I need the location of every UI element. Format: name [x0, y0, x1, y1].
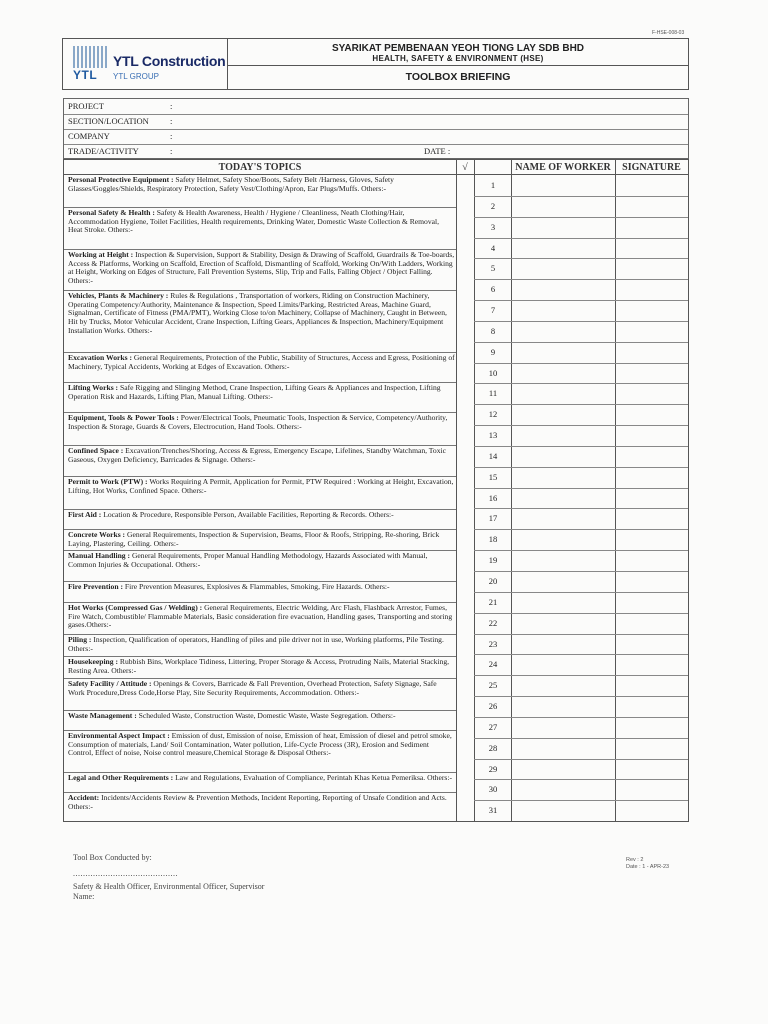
worker-signature-cell[interactable]	[616, 738, 688, 759]
company-name: SYARIKAT PEMBENAAN YEOH TIONG LAY SDB BHD	[331, 43, 585, 54]
worker-signature-cell[interactable]	[616, 258, 688, 279]
worker-name-cell[interactable]	[512, 300, 615, 321]
topic-checkbox[interactable]	[457, 208, 474, 249]
worker-name-cell[interactable]	[512, 508, 615, 529]
trade-field[interactable]: TRADE/ACTIVITY : DATE :	[64, 144, 688, 159]
worker-row-number: 2	[490, 200, 496, 211]
topic-text: Location & Procedure, Responsible Person, Available Facilities, Reporting & Records. Others:-	[101, 511, 394, 519]
worker-name-cell[interactable]	[512, 404, 615, 425]
worker-name-cell[interactable]	[512, 258, 615, 279]
topic-item	[68, 414, 455, 445]
topic-title: Excavation Works :	[68, 354, 132, 362]
topic-item	[68, 680, 455, 710]
topic-title: Environmental Aspect Impact :	[68, 732, 170, 740]
project-label: PROJECT	[68, 101, 104, 111]
topic-title: Housekeeping :	[68, 658, 118, 666]
topic-item	[68, 447, 455, 476]
worker-row-number: 18	[488, 534, 498, 545]
topic-item	[68, 251, 455, 290]
worker-row-number: 12	[488, 409, 498, 420]
worker-signature-cell[interactable]	[616, 592, 688, 613]
worker-row-number: 10	[488, 367, 498, 378]
topics-header: TODAY'S TOPICS	[218, 162, 302, 173]
topic-text: Inspection, Qualification of operators, Handling of piles and pile driver not in use, Working platforms, Pile Testing. Others:-	[68, 636, 444, 653]
worker-row-number: 17	[488, 513, 498, 524]
worker-signature-cell[interactable]	[616, 759, 688, 780]
topic-checkbox[interactable]	[457, 175, 474, 207]
worker-row-number: 29	[488, 763, 498, 774]
topic-checkbox[interactable]	[457, 510, 474, 529]
worker-signature-cell[interactable]	[616, 321, 688, 342]
document-reference: F-HSE-008-03	[652, 30, 685, 36]
topic-text: Safety & Health Awareness, Health / Hygiene / Cleanliness, Neath Clothing/Hair, Accommodation Hygiene, Toilet Facilities, Health requirements, Drinking Water, Domestic Waste Collection & Removal, Heat Stroke. Others:-	[68, 209, 440, 235]
worker-name-cell[interactable]	[512, 425, 615, 446]
topic-item	[68, 176, 455, 207]
date-label: DATE :	[424, 146, 451, 156]
topic-text: General Requirements, Inspection & Supervision, Beams, Floor & Roofs, Stripping, Re-shoring, Brick Laying, Plastering, Ceiling. Others:-	[68, 531, 440, 548]
topic-item	[68, 478, 455, 509]
worker-signature-cell[interactable]	[616, 404, 688, 425]
worker-name-cell[interactable]	[512, 342, 615, 363]
brand-group: YTL GROUP	[113, 72, 159, 81]
topic-text: Openings & Covers, Barricade & Fall Prevention, Overhead Protection, Safety Signage, Safe Work Procedure,Dress Code,Horse Play, Site Security Requirements, Accommodation. Others:-	[68, 680, 437, 697]
worker-row-number: 26	[488, 701, 498, 711]
worker-row-number: 16	[488, 492, 498, 503]
worker-row-number: 9	[490, 346, 496, 357]
worker-signature-cell[interactable]	[616, 800, 688, 821]
worker-row-number: 28	[488, 742, 498, 753]
worker-signature-cell[interactable]	[616, 217, 688, 238]
logo-mark-text: YTL	[73, 68, 98, 82]
worker-signature-cell[interactable]	[616, 467, 688, 488]
topic-title: Piling :	[68, 636, 92, 644]
worker-signature-cell[interactable]	[616, 383, 688, 404]
topic-item	[68, 354, 455, 382]
worker-row-number: 14	[488, 450, 498, 461]
worker-name-cell[interactable]	[512, 634, 615, 655]
company-label: COMPANY	[68, 131, 110, 141]
worker-row-number: 22	[488, 617, 498, 628]
topic-text: Law and Regulations, Evaluation of Compliance, Perintah Khas Ketua Pemeriksa. Others:-	[173, 774, 452, 782]
topic-checkbox[interactable]	[457, 793, 474, 821]
topic-title: Legal and Other Requirements :	[68, 774, 174, 782]
company-field[interactable]: COMPANY :	[64, 129, 688, 145]
worker-signature-cell[interactable]	[616, 363, 688, 384]
topic-item	[68, 583, 455, 602]
topic-title: Vehicles, Plants & Machinery :	[68, 292, 169, 300]
revision-date: Date : 1 - APR-23	[626, 864, 670, 870]
worker-name-cell[interactable]	[512, 488, 615, 509]
check-header: √	[462, 162, 468, 173]
topic-text: General Requirements, Protection of the Public, Stability of Structures, Access and Egress, Positioning of Machinery, Typical Accidents, Working at Edges of Excavation. Others:-	[68, 354, 455, 371]
worker-row-number: 15	[488, 471, 498, 482]
department-name: HEALTH, SAFETY & ENVIRONMENT (HSE)	[372, 54, 544, 63]
topic-checkbox[interactable]	[457, 711, 474, 730]
worker-row-number: 21	[488, 596, 498, 607]
worker-signature-cell[interactable]	[616, 425, 688, 446]
worker-name-cell[interactable]	[512, 196, 615, 217]
revision-info	[626, 857, 669, 871]
worker-name-cell[interactable]	[512, 717, 615, 738]
logo-cell	[63, 39, 228, 89]
topic-text: General Requirements, Electric Welding, Arc Flash, Flashback Arrestor, Fumes, Fire Watch, Combustible/ Flammable Materials, Basic consideration fire evacuation, Handling gases, Transporting and storing gases.Others:-	[68, 604, 453, 630]
topic-item	[68, 658, 455, 678]
worker-name-cell[interactable]	[512, 238, 615, 259]
worker-name-cell[interactable]	[512, 654, 615, 675]
topic-title: Working at Height :	[68, 251, 134, 259]
worker-row-number: 1	[490, 180, 496, 190]
topic-checkbox[interactable]	[457, 291, 474, 352]
worker-signature-cell[interactable]	[616, 175, 688, 196]
worker-name-cell[interactable]	[512, 592, 615, 613]
topic-text: Works Requiring A Permit, Application for Permit, PTW Required : Working at Height, Excavation, Lifting, Hot Works, Confined Space. Others:-	[68, 478, 454, 495]
topic-text: Power/Electrical Tools, Pneumatic Tools, Inspection & Service, Competency/Authority, Inspection & Storage, Guards & Covers, Electrocution, Hand Tools. Others:-	[68, 414, 448, 431]
worker-row-number: 19	[488, 555, 498, 566]
section-label: SECTION/LOCATION	[68, 116, 149, 126]
topic-checkbox[interactable]	[457, 773, 474, 792]
topic-checkbox[interactable]	[457, 383, 474, 412]
worker-name-cell[interactable]	[512, 571, 615, 592]
topic-title: Accident:	[68, 794, 100, 802]
worker-name-cell[interactable]	[512, 467, 615, 488]
topic-text: Excavation/Trenches/Shoring, Access & Egress, Emergency Escape, Lifelines, Standby Watchman, Toxic Gaseous, Oxygen Deficiency, Barricades & Signage. Others:-	[68, 447, 446, 464]
worker-row-number: 6	[490, 284, 496, 295]
topic-item	[68, 384, 455, 412]
topic-item	[68, 774, 455, 792]
worker-row-number: 3	[490, 221, 496, 232]
worker-name-cell[interactable]	[512, 738, 615, 759]
topic-title: Hot Works (Compressed Gas / Welding) :	[68, 604, 203, 612]
topic-title: Safety Facility / Attitude :	[68, 680, 152, 688]
topic-title: Personal Protective Equipment :	[68, 176, 174, 184]
worker-signature-cell[interactable]	[616, 529, 688, 550]
topic-title: Personal Safety & Health :	[68, 209, 155, 217]
worker-name-cell[interactable]	[512, 321, 615, 342]
topic-checkbox[interactable]	[457, 603, 474, 634]
worker-signature-cell[interactable]	[616, 675, 688, 696]
worker-signature-cell[interactable]	[616, 238, 688, 259]
worker-signature-cell[interactable]	[616, 508, 688, 529]
worker-row-number: 31	[488, 805, 498, 816]
worker-row-number: 11	[488, 388, 498, 399]
topic-text: Safe Rigging and Slinging Method, Crane Inspection, Lifting Gears & Appliances and Inspection, Lifting Operation Risk and Hazards, Lifting Plan, Manual Lifting. Others:-	[68, 384, 441, 401]
worker-signature-cell[interactable]	[616, 571, 688, 592]
worker-name-cell[interactable]	[512, 550, 615, 571]
worker-name-cell[interactable]	[512, 446, 615, 467]
topic-title: Permit to Work (PTW) :	[68, 478, 148, 486]
topic-text: Fire Prevention Measures, Explosives & Flammables, Smoking, Fire Hazards. Others:-	[122, 583, 390, 591]
worker-name-cell[interactable]	[512, 696, 615, 717]
topic-title: Fire Prevention :	[68, 583, 123, 591]
trade-label: TRADE/ACTIVITY	[68, 146, 139, 156]
topic-title: Confined Space :	[68, 447, 124, 455]
worker-row-number: 24	[488, 659, 498, 670]
worker-name-cell[interactable]	[512, 529, 615, 550]
topic-item	[68, 531, 455, 550]
revision-number: Rev : 2	[626, 857, 644, 863]
worker-signature-cell[interactable]	[616, 279, 688, 300]
topic-checkbox[interactable]	[457, 413, 474, 445]
worker-signature-cell[interactable]	[616, 488, 688, 509]
topic-checkbox[interactable]	[457, 635, 474, 656]
topic-title: Concrete Works :	[68, 531, 126, 539]
worker-signature-cell[interactable]	[616, 342, 688, 363]
topic-checkbox[interactable]	[457, 582, 474, 602]
ytl-logo-icon	[73, 46, 109, 80]
signature-dots: ..........................................	[73, 869, 178, 878]
topic-text: Safety Helmet, Safety Shoe/Boots, Safety Belt /Harness, Gloves, Safety Glasses/Goggles/Shields, Respiratory Protection, Safety Vest/Clothing/Apron, Ear Plugs/Muffs. Others:-	[68, 176, 394, 193]
topic-item	[68, 712, 455, 730]
worker-name-cell[interactable]	[512, 675, 615, 696]
worker-signature-cell[interactable]	[616, 550, 688, 571]
worker-row-number: 23	[488, 638, 498, 649]
topic-item	[68, 732, 455, 772]
topic-title: Lifting Works :	[68, 384, 119, 392]
topic-text: General Requirements, Proper Manual Handling Methodology, Hazards Associated with Manual, Common Injuries & Occupational. Others:-	[68, 552, 428, 569]
topic-text: Incidents/Accidents Review & Prevention Methods, Incident Reporting, Reporting of Unsafe Condition and Acts. Others:-	[68, 794, 447, 811]
topic-checkbox[interactable]	[457, 477, 474, 509]
worker-signature-cell[interactable]	[616, 654, 688, 675]
worker-name-cell[interactable]	[512, 217, 615, 238]
topic-item	[68, 552, 455, 581]
info-section	[63, 98, 689, 159]
topic-checkbox[interactable]	[457, 530, 474, 550]
topic-item	[68, 292, 455, 352]
topic-item	[68, 604, 455, 634]
topic-title: Manual Handling :	[68, 552, 131, 560]
topic-text: Inspection & Supervision, Support & Stability, Design & Drawing of Scaffold, Guardrails & Toe-boards, Access & Platforms, Working on Scaffold, Erection of Scaffold, Dismantling of Scaffold, Working On/With Ladders, Working at Height, Working on Edges of Structure, Fall Prevention Systems, Slip, Trip and Falls, Falling Object / Object Falling. Others:-	[68, 251, 455, 286]
worker-row-number: 8	[490, 325, 496, 336]
topic-item	[68, 209, 455, 249]
worker-row-number: 25	[488, 680, 498, 691]
worker-row-number: 30	[488, 784, 498, 795]
brand-name: YTL Construction	[113, 53, 226, 69]
project-field[interactable]: PROJECT :	[64, 99, 688, 115]
topic-title: First Aid :	[68, 511, 102, 519]
topic-item	[68, 511, 455, 529]
topics-worker-table	[63, 159, 689, 822]
worker-signature-cell[interactable]	[616, 300, 688, 321]
topic-checkbox[interactable]	[457, 353, 474, 382]
topic-text: Rules & Regulations , Transportation of workers, Riding on Construction Machinery, Operating Competency/Authority, Maintenance & Inspection, Speed Limits/Parking, Restricted Areas, Machine Guard, Signalman, Certificate of Fitness (PMA/PMT), Working Close to/on Machinery, Collapse of Machinery, Caught in Between, Hit by Trucks, Motor Vehicular Accident, Crane Inspection, Lifting Gears, Appliances & Inspection, Machinery/Equipment Installation Works. Others:-	[68, 292, 447, 335]
topic-checkbox[interactable]	[457, 731, 474, 772]
worker-signature-cell[interactable]	[616, 634, 688, 655]
worker-signature-cell[interactable]	[616, 613, 688, 634]
form-header	[62, 38, 689, 90]
topic-title: Equipment, Tools & Power Tools :	[68, 414, 179, 422]
topic-checkbox[interactable]	[457, 551, 474, 581]
conducted-by-label: Tool Box Conducted by:	[73, 853, 152, 862]
worker-signature-cell[interactable]	[616, 717, 688, 738]
signature-header: SIGNATURE	[622, 162, 681, 173]
worker-name-cell[interactable]	[512, 363, 615, 384]
worker-name-cell[interactable]	[512, 779, 615, 800]
worker-row-number: 5	[490, 263, 496, 274]
worker-row-number: 20	[488, 575, 498, 586]
name-label: Name:	[73, 892, 95, 901]
worker-name-header: NAME OF WORKER	[515, 162, 611, 173]
worker-row-number: 13	[488, 430, 498, 441]
worker-row-number: 7	[490, 305, 496, 315]
worker-name-cell[interactable]	[512, 759, 615, 780]
topic-checkbox[interactable]	[457, 657, 474, 678]
worker-signature-cell[interactable]	[616, 696, 688, 717]
topic-item	[68, 636, 455, 656]
worker-name-cell[interactable]	[512, 383, 615, 404]
worker-name-cell[interactable]	[512, 175, 615, 196]
worker-row-number: 27	[488, 721, 498, 732]
topic-text: Emission of dust, Emission of noise, Emission of heat, Emission of diesel and petrol smoke, Consumption of materials, Land/ Soil Contamination, Water pollution, Life-Cycle Process (3R), Erosion and Sediment Control, Effect of noise, Noise control measure,Chemical Storage & Disposal Others:-	[68, 732, 452, 758]
worker-name-cell[interactable]	[512, 279, 615, 300]
worker-signature-cell[interactable]	[616, 196, 688, 217]
topic-checkbox[interactable]	[457, 446, 474, 476]
worker-name-cell[interactable]	[512, 800, 615, 821]
form-title: TOOLBOX BRIEFING	[405, 71, 511, 83]
topic-checkbox[interactable]	[457, 250, 474, 290]
conducted-by-role: Safety & Health Officer, Environmental Officer, Supervisor	[73, 882, 265, 891]
topic-text: Rubbish Bins, Workplace Tidiness, Littering, Proper Storage & Access, Protruding Nails, Material Stacking, Resting Area. Others:-	[68, 658, 450, 675]
worker-name-cell[interactable]	[512, 613, 615, 634]
topic-checkbox[interactable]	[457, 679, 474, 710]
topic-item	[68, 794, 455, 821]
topic-title: Waste Management :	[68, 712, 137, 720]
topic-text: Scheduled Waste, Construction Waste, Domestic Waste, Waste Segregation. Others:-	[136, 712, 396, 720]
worker-row-number: 4	[490, 242, 496, 253]
section-field[interactable]: SECTION/LOCATION :	[64, 114, 688, 130]
worker-signature-cell[interactable]	[616, 446, 688, 467]
worker-signature-cell[interactable]	[616, 779, 688, 800]
